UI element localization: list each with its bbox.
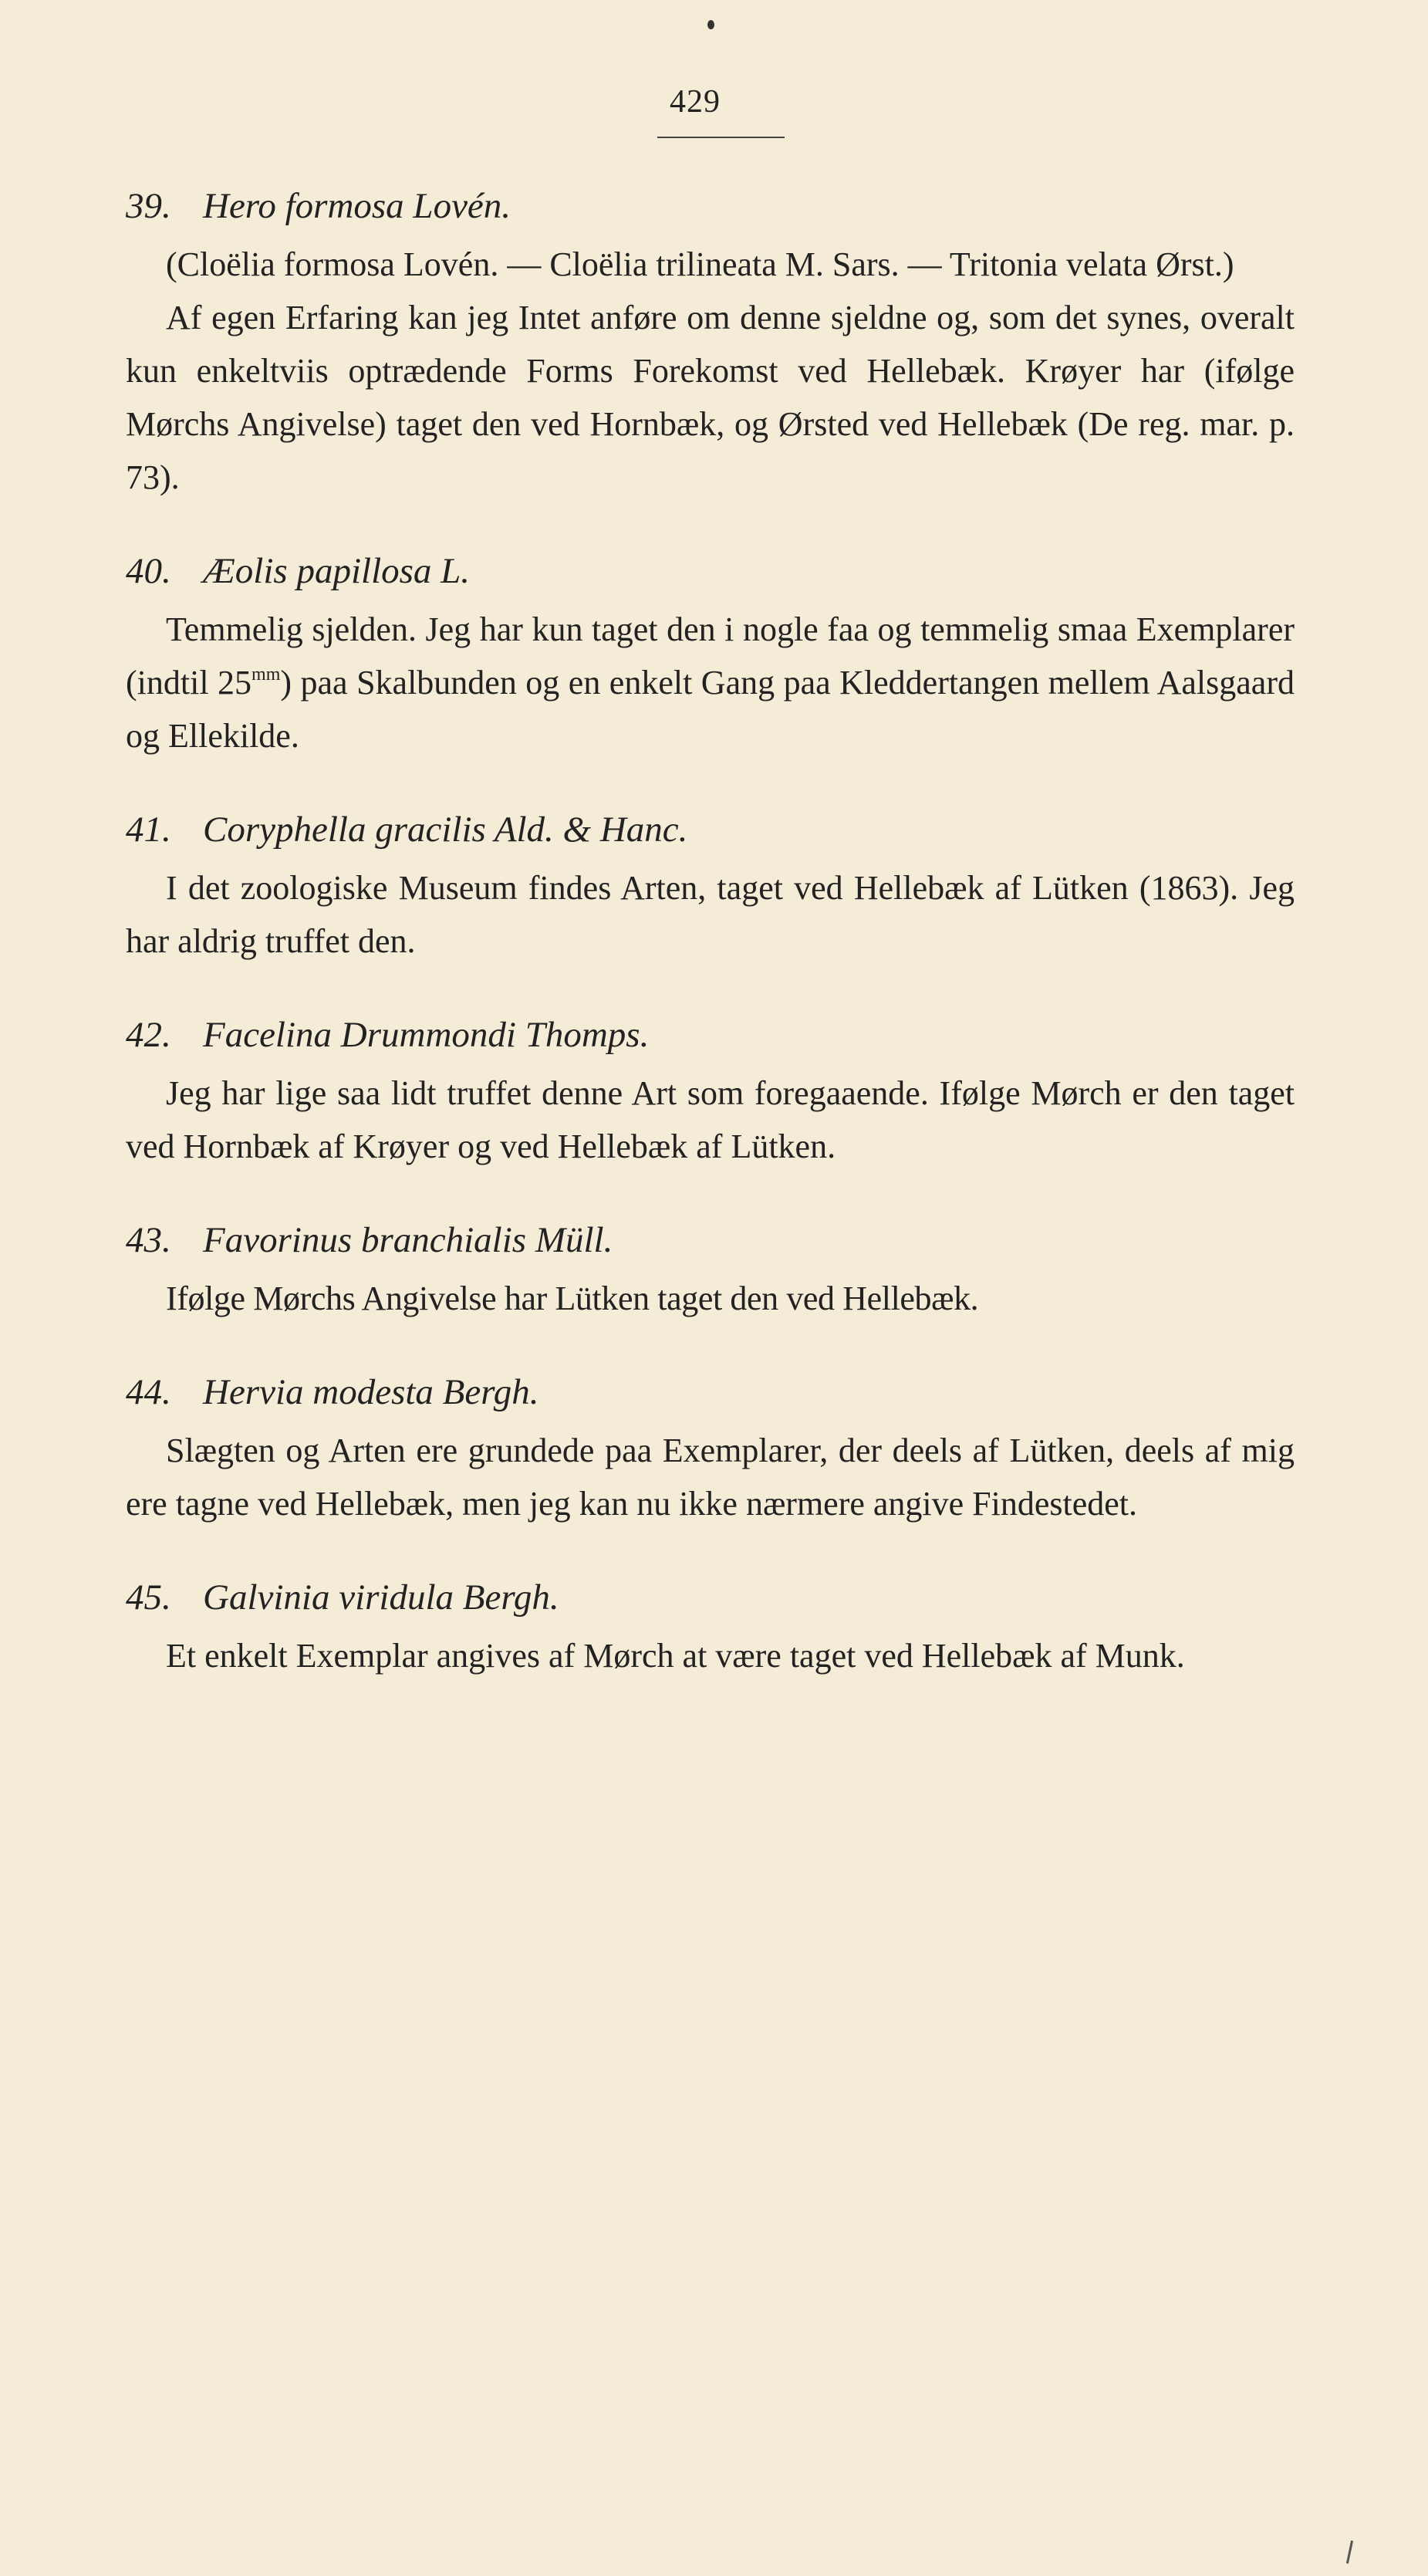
species-title: Hero formosa Lovén.: [203, 186, 511, 226]
entry-paragraph: Jeg har lige saa lidt truffet denne Art som foregaaende. Ifølge Mørch er den taget ved Hornbæk af Krøyer og ved Hellebæk af Lütken.: [126, 1074, 1295, 1165]
entry-number: 40.: [126, 551, 171, 591]
entry-paragraph: Af egen Erfaring kan jeg Intet anføre om denne sjeldne og, som det synes, overalt kun enkeltviis optrædende Forms Forekomst ved Hellebæk. Krøyer har (ifølge Mørchs Angivelse) taget den ved Hornbæk, og Ørsted ved Hellebæk (De reg. mar. p. 73).: [126, 299, 1295, 496]
entry-heading: [126, 1008, 1295, 1062]
ink-dot: [707, 20, 714, 29]
species-title: Æolis papillosa L.: [203, 551, 471, 591]
entry-heading: [126, 1365, 1295, 1419]
entry-heading: [126, 803, 1295, 857]
entry-number: 45.: [126, 1577, 171, 1618]
entry-paragraph: [126, 603, 1295, 762]
paragraph-text: Temmelig sjelden. Jeg har kun taget den i nogle faa og temmelig smaa Exemplarer (indtil 25: [126, 610, 1295, 701]
entry-heading: [126, 544, 1295, 598]
entry-paragraph: Et enkelt Exemplar angives af Mørch at være taget ved Hellebæk af Munk.: [166, 1637, 1185, 1675]
entry-number: 44.: [126, 1372, 171, 1412]
unit-superscript: mm: [252, 664, 281, 685]
entry-paragraph: Slægten og Arten ere grundede paa Exemplarer, der deels af Lütken, deels af mig ere tagne ved Hellebæk, men jeg kan nu ikke nærmere angive Findestedet.: [126, 1432, 1295, 1523]
entry-paragraph: (Cloëlia formosa Lovén. — Cloëlia trilineata M. Sars. — Tritonia velata Ørst.): [166, 245, 1234, 283]
stray-mark: [1346, 2541, 1353, 2564]
species-title: Coryphella gracilis Ald. & Hanc.: [203, 810, 688, 850]
entry-45: [126, 1570, 1295, 1682]
species-title: Hervia modesta Bergh.: [203, 1372, 539, 1412]
entry-40: [126, 544, 1295, 762]
entry-41: [126, 803, 1295, 968]
entry-number: 42.: [126, 1015, 171, 1055]
entry-number: 39.: [126, 186, 171, 226]
page-number: 429: [670, 84, 721, 120]
entry-number: 43.: [126, 1220, 171, 1260]
entry-43: [126, 1213, 1295, 1325]
entry-39: [126, 179, 1295, 504]
page-number-rule: [657, 137, 785, 138]
entry-44: [126, 1365, 1295, 1530]
entry-heading: [126, 1213, 1295, 1267]
entry-number: 41.: [126, 810, 171, 850]
content: [126, 179, 1295, 1682]
species-title: Favorinus branchialis Müll.: [203, 1220, 613, 1260]
entry-paragraph: I det zoologiske Museum findes Arten, taget ved Hellebæk af Lütken (1863). Jeg har aldrig truffet den.: [126, 869, 1295, 960]
entry-heading: [126, 179, 1295, 233]
species-title: Galvinia viridula Bergh.: [203, 1577, 559, 1618]
entry-heading: [126, 1570, 1295, 1624]
entry-paragraph: Ifølge Mørchs Angivelse har Lütken taget den ved Hellebæk.: [166, 1280, 979, 1317]
paragraph-text: ) paa Skalbunden og en enkelt Gang paa Kleddertangen mellem Aalsgaard og Ellekilde.: [126, 664, 1295, 755]
species-title: Facelina Drummondi Thomps.: [203, 1015, 650, 1055]
entry-42: [126, 1008, 1295, 1173]
